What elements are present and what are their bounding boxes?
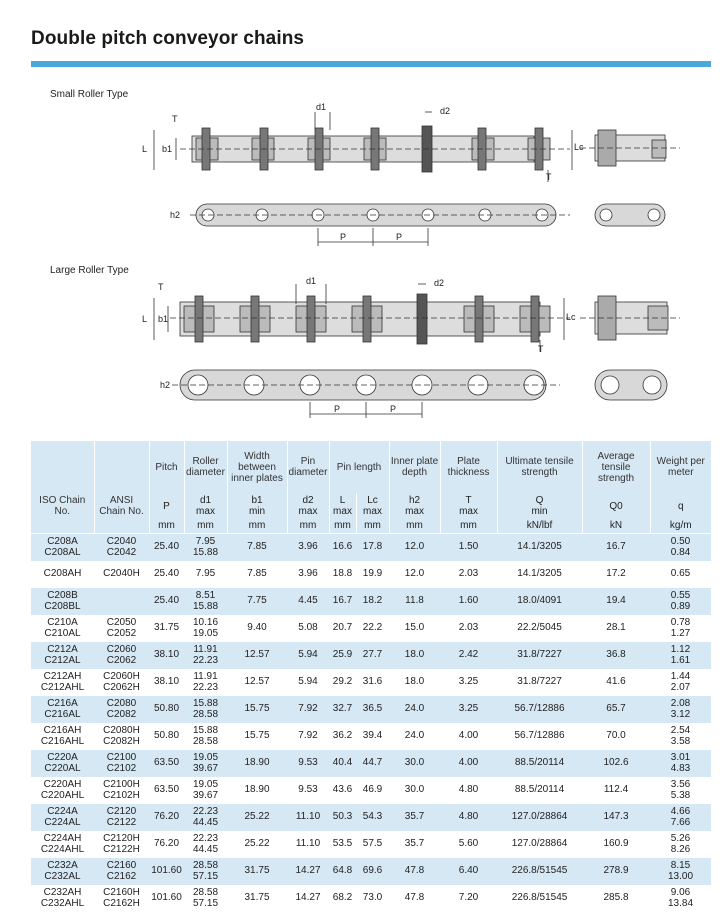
cell-Lc: 46.9	[356, 776, 389, 803]
cell-Q0: 19.4	[582, 587, 650, 614]
large-dim-h2: h2	[160, 380, 171, 390]
cell-pitch: 25.40	[149, 533, 184, 560]
large-dim-T-bottom: T	[538, 344, 544, 354]
hdr-avg-tensile: Average tensile strength	[582, 441, 650, 493]
cell-q: 0.78 1.27	[650, 614, 711, 641]
cell-h2: 12.0	[389, 533, 440, 560]
cell-L: 50.3	[329, 803, 356, 830]
table-row	[31, 803, 711, 830]
cell-pin_dia: 14.27	[287, 884, 329, 911]
cell-L: 40.4	[329, 749, 356, 776]
cell-Lc: 19.9	[356, 560, 389, 587]
cell-L: 18.8	[329, 560, 356, 587]
cell-iso: C208A C208AL	[31, 533, 94, 560]
dim-b1: b1	[162, 144, 173, 154]
cell-q: 9.06 13.84	[650, 884, 711, 911]
cell-q: 4.66 7.66	[650, 803, 711, 830]
unit-inner-depth: mm	[389, 519, 440, 533]
cell-T: 3.25	[440, 695, 497, 722]
cell-roller: 8.51 15.88	[184, 587, 227, 614]
cell-Q: 127.0/28864	[497, 803, 582, 830]
cell-L: 16.7	[329, 587, 356, 614]
cell-Lc: 69.6	[356, 857, 389, 884]
hdr-inner-depth: Inner plate depth	[389, 441, 440, 493]
cell-pin_dia: 11.10	[287, 803, 329, 830]
sym-tensile: Q min	[497, 493, 582, 519]
cell-Lc: 57.5	[356, 830, 389, 857]
cell-ansi: C2160 C2162	[94, 857, 149, 884]
cell-iso: C208AH	[31, 560, 94, 587]
cell-Lc: 36.5	[356, 695, 389, 722]
cell-pin_dia: 7.92	[287, 722, 329, 749]
table-row	[31, 830, 711, 857]
cell-width: 15.75	[227, 695, 287, 722]
table-row	[31, 776, 711, 803]
cell-pin_dia: 11.10	[287, 830, 329, 857]
cell-iso: C224AH C224AHL	[31, 830, 94, 857]
cell-iso: C212A C212AL	[31, 641, 94, 668]
hdr-iso: ISO Chain No.	[31, 441, 94, 519]
cell-q: 2.54 3.58	[650, 722, 711, 749]
cell-Q0: 41.6	[582, 668, 650, 695]
sym-avg-tensile: Q0	[582, 493, 650, 519]
cell-pin_dia: 9.53	[287, 776, 329, 803]
large-dim-d2: d2	[434, 278, 445, 288]
page-title: Double pitch conveyor chains	[31, 28, 305, 49]
cell-ansi: C2050 C2052	[94, 614, 149, 641]
cell-pin_dia: 4.45	[287, 587, 329, 614]
cell-L: 20.7	[329, 614, 356, 641]
cell-iso: C210A C210AL	[31, 614, 94, 641]
cell-Lc: 54.3	[356, 803, 389, 830]
cell-q: 3.01 4.83	[650, 749, 711, 776]
cell-width: 7.85	[227, 533, 287, 560]
unit-width: mm	[227, 519, 287, 533]
spec-table	[31, 441, 711, 911]
sym-weight: q	[650, 493, 711, 519]
cell-h2: 35.7	[389, 803, 440, 830]
table-row	[31, 722, 711, 749]
sym-pitch: P	[149, 493, 184, 519]
hdr-ansi: ANSI Chain No.	[94, 441, 149, 519]
cell-Q0: 17.2	[582, 560, 650, 587]
cell-L: 36.2	[329, 722, 356, 749]
cell-Lc: 39.4	[356, 722, 389, 749]
cell-L: 53.5	[329, 830, 356, 857]
cell-roller: 11.91 22.23	[184, 668, 227, 695]
cell-roller: 19.05 39.67	[184, 749, 227, 776]
unit-Lc: mm	[356, 519, 389, 533]
cell-ansi: C2120H C2122H	[94, 830, 149, 857]
cell-pitch: 25.40	[149, 560, 184, 587]
cell-width: 9.40	[227, 614, 287, 641]
cell-pitch: 50.80	[149, 695, 184, 722]
unit-plate-thick: mm	[440, 519, 497, 533]
cell-ansi: C2080 C2082	[94, 695, 149, 722]
large-dim-d1: d1	[306, 276, 317, 286]
hdr-tensile: Ultimate tensile strength	[497, 441, 582, 493]
cell-T: 3.25	[440, 668, 497, 695]
cell-Lc: 22.2	[356, 614, 389, 641]
dim-P-2: P	[396, 232, 403, 242]
cell-Q0: 28.1	[582, 614, 650, 641]
cell-Q0: 65.7	[582, 695, 650, 722]
cell-Q: 88.5/20114	[497, 776, 582, 803]
cell-h2: 35.7	[389, 830, 440, 857]
cell-width: 31.75	[227, 884, 287, 911]
cell-T: 1.50	[440, 533, 497, 560]
sym-inner-depth: h2 max	[389, 493, 440, 519]
sym-pin-dia: d2 max	[287, 493, 329, 519]
cell-h2: 47.8	[389, 884, 440, 911]
cell-pitch: 38.10	[149, 668, 184, 695]
cell-roller: 7.95	[184, 560, 227, 587]
cell-roller: 11.91 22.23	[184, 641, 227, 668]
hdr-pitch: Pitch	[149, 441, 184, 493]
cell-roller: 7.95 15.88	[184, 533, 227, 560]
cell-Q0: 36.8	[582, 641, 650, 668]
cell-roller: 22.23 44.45	[184, 830, 227, 857]
cell-T: 4.80	[440, 803, 497, 830]
cell-Lc: 44.7	[356, 749, 389, 776]
cell-pitch: 50.80	[149, 722, 184, 749]
unit-avg-tensile: kN	[582, 519, 650, 533]
cell-Q: 18.0/4091	[497, 587, 582, 614]
cell-width: 18.90	[227, 749, 287, 776]
cell-T: 4.00	[440, 749, 497, 776]
unit-L: mm	[329, 519, 356, 533]
unit-weight: kg/m	[650, 519, 711, 533]
cell-q: 3.56 5.38	[650, 776, 711, 803]
cell-width: 25.22	[227, 803, 287, 830]
large-dim-b1: b1	[158, 314, 169, 324]
title-accent-bar	[31, 61, 711, 67]
cell-h2: 24.0	[389, 695, 440, 722]
cell-iso: C212AH C212AHL	[31, 668, 94, 695]
cell-h2: 30.0	[389, 749, 440, 776]
cell-q: 8.15 13.00	[650, 857, 711, 884]
cell-h2: 30.0	[389, 776, 440, 803]
cell-Q0: 147.3	[582, 803, 650, 830]
cell-Q0: 160.9	[582, 830, 650, 857]
cell-pitch: 63.50	[149, 749, 184, 776]
large-dim-P-1: P	[334, 404, 341, 414]
cell-iso: C216A C216AL	[31, 695, 94, 722]
cell-width: 7.85	[227, 560, 287, 587]
cell-q: 1.12 1.61	[650, 641, 711, 668]
large-roller-diagram	[140, 276, 700, 436]
cell-Q0: 285.8	[582, 884, 650, 911]
cell-roller: 28.58 57.15	[184, 884, 227, 911]
cell-ansi: C2060 C2062	[94, 641, 149, 668]
cell-ansi: C2120 C2122	[94, 803, 149, 830]
cell-pitch: 25.40	[149, 587, 184, 614]
cell-pitch: 31.75	[149, 614, 184, 641]
cell-T: 1.60	[440, 587, 497, 614]
large-dim-L: L	[142, 314, 148, 324]
cell-L: 43.6	[329, 776, 356, 803]
cell-pin_dia: 5.94	[287, 641, 329, 668]
cell-ansi: C2100 C2102	[94, 749, 149, 776]
dim-T-top: T	[172, 114, 178, 124]
table-row	[31, 614, 711, 641]
unit-pitch: mm	[149, 519, 184, 533]
cell-width: 7.75	[227, 587, 287, 614]
table-row	[31, 533, 711, 560]
cell-Q0: 16.7	[582, 533, 650, 560]
cell-q: 0.55 0.89	[650, 587, 711, 614]
unit-tensile: kN/lbf	[497, 519, 582, 533]
cell-roller: 15.88 28.58	[184, 695, 227, 722]
cell-pin_dia: 7.92	[287, 695, 329, 722]
cell-Q: 56.7/12886	[497, 695, 582, 722]
cell-ansi: C2060H C2062H	[94, 668, 149, 695]
hdr-width: Width between inner plates	[227, 441, 287, 493]
cell-L: 68.2	[329, 884, 356, 911]
cell-Q: 31.8/7227	[497, 668, 582, 695]
cell-Q: 226.8/51545	[497, 857, 582, 884]
cell-width: 12.57	[227, 641, 287, 668]
cell-Lc: 17.8	[356, 533, 389, 560]
cell-pitch: 101.60	[149, 857, 184, 884]
hdr-roller: Roller diameter	[184, 441, 227, 493]
cell-pitch: 38.10	[149, 641, 184, 668]
cell-iso: C232A C232AL	[31, 857, 94, 884]
cell-Lc: 73.0	[356, 884, 389, 911]
table-row	[31, 560, 711, 587]
cell-L: 64.8	[329, 857, 356, 884]
hdr-pin-len: Pin length	[329, 441, 389, 493]
cell-roller: 15.88 28.58	[184, 722, 227, 749]
cell-T: 2.03	[440, 614, 497, 641]
cell-Q0: 112.4	[582, 776, 650, 803]
large-dim-T-top: T	[158, 282, 164, 292]
cell-Lc: 18.2	[356, 587, 389, 614]
small-roller-label: Small Roller Type	[50, 89, 129, 100]
cell-roller: 10.16 19.05	[184, 614, 227, 641]
small-plan-view	[190, 204, 665, 246]
cell-h2: 18.0	[389, 641, 440, 668]
hdr-plate-thick: Plate thickness	[440, 441, 497, 493]
cell-width: 18.90	[227, 776, 287, 803]
large-roller-label: Large Roller Type	[50, 265, 129, 276]
cell-Q0: 102.6	[582, 749, 650, 776]
cell-Q0: 70.0	[582, 722, 650, 749]
cell-ansi: C2160H C2162H	[94, 884, 149, 911]
large-end-view	[580, 296, 680, 340]
cell-T: 7.20	[440, 884, 497, 911]
hdr-pin-dia: Pin diameter	[287, 441, 329, 493]
unit-iso-empty	[31, 519, 94, 533]
cell-roller: 19.05 39.67	[184, 776, 227, 803]
cell-h2: 11.8	[389, 587, 440, 614]
cell-width: 31.75	[227, 857, 287, 884]
cell-Lc: 31.6	[356, 668, 389, 695]
large-dim-P-2: P	[390, 404, 397, 414]
unit-pin-dia: mm	[287, 519, 329, 533]
cell-iso: C232AH C232AHL	[31, 884, 94, 911]
cell-ansi	[94, 587, 149, 614]
cell-q: 2.08 3.12	[650, 695, 711, 722]
cell-ansi: C2100H C2102H	[94, 776, 149, 803]
table-row	[31, 587, 711, 614]
hdr-weight: Weight per meter	[650, 441, 711, 493]
cell-iso: C208B C208BL	[31, 587, 94, 614]
cell-Q: 56.7/12886	[497, 722, 582, 749]
cell-width: 25.22	[227, 830, 287, 857]
cell-pin_dia: 3.96	[287, 560, 329, 587]
small-side-view	[154, 112, 572, 182]
sym-width: b1 min	[227, 493, 287, 519]
table-row	[31, 884, 711, 911]
cell-h2: 47.8	[389, 857, 440, 884]
large-dim-Lc: Lc	[566, 312, 576, 322]
table-row	[31, 749, 711, 776]
cell-iso: C220AH C220AHL	[31, 776, 94, 803]
dim-d1: d1	[316, 102, 327, 112]
cell-q: 0.50 0.84	[650, 533, 711, 560]
cell-T: 5.60	[440, 830, 497, 857]
cell-Q0: 278.9	[582, 857, 650, 884]
cell-width: 15.75	[227, 722, 287, 749]
dim-L: L	[142, 144, 148, 154]
cell-T: 6.40	[440, 857, 497, 884]
cell-pitch: 101.60	[149, 884, 184, 911]
cell-L: 25.9	[329, 641, 356, 668]
sym-Lc: Lc max	[356, 493, 389, 519]
cell-iso: C216AH C216AHL	[31, 722, 94, 749]
sym-roller: d1 max	[184, 493, 227, 519]
cell-Q: 127.0/28864	[497, 830, 582, 857]
table-row	[31, 641, 711, 668]
sym-plate-thick: T max	[440, 493, 497, 519]
dim-d2: d2	[440, 106, 451, 116]
cell-iso: C220A C220AL	[31, 749, 94, 776]
cell-Lc: 27.7	[356, 641, 389, 668]
large-side-view	[154, 284, 570, 352]
large-plan-view	[172, 370, 667, 418]
cell-h2: 24.0	[389, 722, 440, 749]
cell-ansi: C2040 C2042	[94, 533, 149, 560]
cell-q: 1.44 2.07	[650, 668, 711, 695]
dim-Lc: Lc	[574, 142, 584, 152]
cell-Q: 226.8/51545	[497, 884, 582, 911]
cell-Q: 22.2/5045	[497, 614, 582, 641]
cell-Q: 14.1/3205	[497, 533, 582, 560]
cell-T: 4.80	[440, 776, 497, 803]
table-row	[31, 695, 711, 722]
table-row	[31, 668, 711, 695]
cell-pin_dia: 9.53	[287, 749, 329, 776]
cell-pitch: 76.20	[149, 803, 184, 830]
small-roller-diagram	[140, 100, 700, 260]
cell-pin_dia: 5.08	[287, 614, 329, 641]
cell-width: 12.57	[227, 668, 287, 695]
cell-pin_dia: 5.94	[287, 668, 329, 695]
cell-L: 16.6	[329, 533, 356, 560]
cell-ansi: C2040H	[94, 560, 149, 587]
dim-T-bottom: T	[546, 172, 552, 182]
unit-roller: mm	[184, 519, 227, 533]
dim-h2: h2	[170, 210, 181, 220]
cell-pitch: 76.20	[149, 830, 184, 857]
cell-Q: 88.5/20114	[497, 749, 582, 776]
small-end-view	[580, 130, 680, 166]
sym-L: L max	[329, 493, 356, 519]
cell-pin_dia: 14.27	[287, 857, 329, 884]
cell-q: 5.26 8.26	[650, 830, 711, 857]
cell-h2: 15.0	[389, 614, 440, 641]
cell-L: 32.7	[329, 695, 356, 722]
cell-iso: C224A C224AL	[31, 803, 94, 830]
unit-ansi-empty	[94, 519, 149, 533]
cell-h2: 12.0	[389, 560, 440, 587]
cell-ansi: C2080H C2082H	[94, 722, 149, 749]
cell-Q: 31.8/7227	[497, 641, 582, 668]
cell-Q: 14.1/3205	[497, 560, 582, 587]
cell-roller: 28.58 57.15	[184, 857, 227, 884]
cell-T: 2.42	[440, 641, 497, 668]
cell-roller: 22.23 44.45	[184, 803, 227, 830]
cell-T: 4.00	[440, 722, 497, 749]
cell-pin_dia: 3.96	[287, 533, 329, 560]
cell-L: 29.2	[329, 668, 356, 695]
cell-h2: 18.0	[389, 668, 440, 695]
cell-q: 0.65	[650, 560, 711, 587]
dim-P-1: P	[340, 232, 347, 242]
table-row	[31, 857, 711, 884]
cell-T: 2.03	[440, 560, 497, 587]
cell-pitch: 63.50	[149, 776, 184, 803]
spec-table-body	[31, 533, 711, 911]
